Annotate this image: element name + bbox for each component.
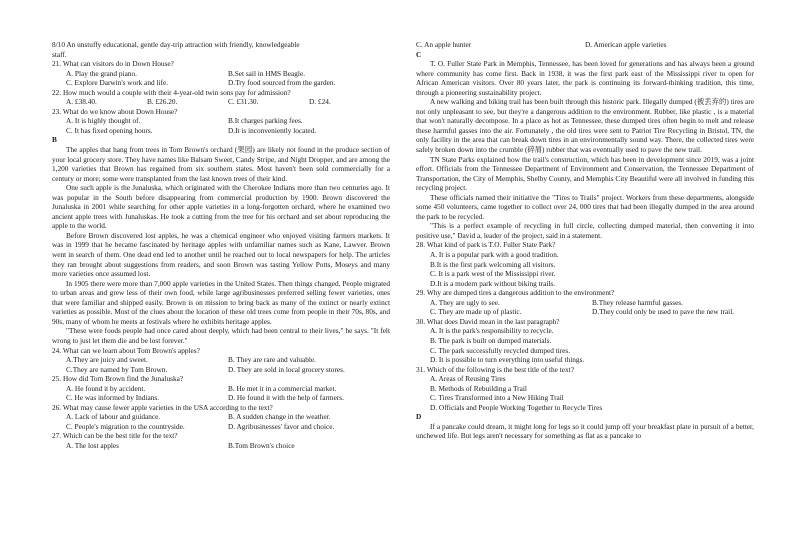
question-stem: 23. What do we know about Down House? [52, 106, 178, 116]
section-c-heading: C [416, 49, 422, 59]
answer-option: D. £24. [309, 97, 331, 107]
questions-21-23 [52, 59, 390, 135]
question-block [52, 88, 390, 107]
answer-option: C. The park successfully recycled dumped tires. [430, 345, 571, 355]
question-block [416, 240, 754, 288]
paragraph: A new walking and biking trail has been built through this historic park. Illegally dumped (被丢弃的) tires are not only unpleasant to see, but they're a dangerous addition to the environment. Rubber, like plastic , is a material that won't naturally decompose. In a place as hot as Tennessee, these dumped tires often begin to melt and release these harmful gasses into the air. Fortunately , the old tires were sent to Patriot Tire Recycling in Bristol, TN, the only facility in the area that can break down tires in an environmentally sound way. There, the collected tires were safely broken down into the crumble (碎屑) rubber that was eventually used to pave the new trail. [416, 97, 754, 155]
paragraph: The apples that hang from trees in Tom Brown's orchard (果园) are likely not found in the produce section of your local grocery store. They have names like Balsam Sweet, Candy Stripe, and Night Dropper, and are among the 1,200 varieties that Brown has regained from six southern states. Most haven't been sold commercially for a century or more; some were transplanted from the last known trees of their kind. [52, 145, 390, 183]
question-stem: 22. How much would a couple with their 4-year-old twin sons pay for admission? [52, 87, 291, 97]
answer-option: B. They are rare and valuable. [228, 355, 316, 365]
answer-option: C. Explore Darwin's work and life. [66, 78, 169, 88]
answer-option: B.It charges parking fees. [228, 116, 303, 126]
answer-option: B.Tom Brown's choice [228, 440, 295, 450]
paragraph: T. O. Fuller State Park in Memphis, Tennessee, has been loved for generations and has always been a ground where community has come first. Back in 1938, it was the first park east of the Mississippi river to open for African American visitors. Over 80 years later, the park is continuing its forward-thinking tradition, this time, through a pioneering sustainability project. [416, 59, 754, 97]
paragraph: In 1905 there were more than 7,000 apple varieties in the United States. Then things changed. People migrated to urban areas and grew less of their own food, while large agribusinesses preferred selling fewer varieties, ones that were familiar and shipped easily. Brown is on mission to bring back as many of the extinct or nearly extinct varieties as possible. Most of the clues about the location of these old trees come from people in their 70s, 80s, and 90s, many of whom he meets at festivals where he exhibits heritage apples. [52, 278, 390, 326]
answer-option: C. An apple hunter [416, 40, 472, 49]
text-line: staff. [52, 49, 67, 59]
answer-option: A.They are juicy and sweet. [66, 355, 148, 365]
answer-option: D. It is possible to turn everything into useful things. [430, 355, 585, 365]
answer-option: C. Tires Transformed into a New Hiking Trail [430, 393, 564, 403]
answer-option: D.It is inconveniently located. [228, 125, 317, 135]
answer-option: C. It is a park west of the Mississippi river. [430, 269, 556, 279]
question-stem: 26. What may cause fewer apple varieties in the USA according to the text? [52, 402, 273, 412]
question-27-options-cont [416, 40, 754, 50]
left-column [52, 40, 390, 539]
answer-option: B.It is the first park welcoming all visitors. [430, 259, 556, 269]
question-stem: 28. What kind of park is T.O. Fuller State Park? [416, 240, 556, 250]
questions-28-31 [416, 240, 754, 412]
option-list [52, 355, 390, 374]
answer-option: A. The lost apples [66, 440, 119, 450]
question-stem: 27. Which can be the best title for the text? [52, 431, 178, 441]
answer-option: A. Lack of labour and guidance. [66, 412, 161, 422]
question-stem: 25. How did Tom Brown find the Junaluska? [52, 374, 184, 384]
question-stem: 30. What does David mean in the last paragraph? [416, 316, 560, 326]
answer-option: C.They are named by Tom Brown. [66, 364, 168, 374]
answer-option: A. It is highly thought of. [66, 116, 141, 126]
question-block [416, 317, 754, 365]
answer-option: D. Agribusinesses' favor and choice. [228, 421, 335, 431]
answer-option: D. Officials and People Working Together to Recycle Tires [430, 402, 603, 412]
answer-option: D. They are sold in local grocery stores. [228, 364, 345, 374]
paragraph: "These were foods people had once cared about deeply, which had been central to their lives," he says. "It felt wrong to just let them die and be lost forever." [52, 326, 390, 345]
answer-option: A. Areas of Reusing Tires [430, 374, 506, 384]
answer-option: D.They could only be used to pave the new trail. [592, 307, 735, 317]
question-block [416, 288, 754, 317]
section-d-heading: D [416, 412, 422, 422]
paragraph: These officials named their initiative the "Tires to Trails" project. Workers from these departments, alongside some 450 volunteers, came together to collect over 24, 000 tires that had been illegally dumped in the area around the park to be recycled. [416, 192, 754, 221]
passage-b [52, 145, 390, 345]
question-block [52, 431, 390, 450]
question-block [52, 403, 390, 432]
option-list [52, 412, 390, 431]
answer-option: D. He found it with the help of farmers. [228, 393, 344, 403]
answer-option: A. It is the park's responsibility to recycle. [430, 326, 554, 336]
passage-d-paragraph: If a pancake could dream, it might long for legs so it could jump off your breakfast plate in pursuit of a better, unchewed life. But legs aren't necessary for something as flat as a pancake to [416, 421, 754, 441]
paragraph: One such apple is the Junaluska, which originated with the Cherokee Indians more than two centuries ago. It was popular in the South before disappearing from commercial production by 1900. Brown discovered the Junaluska in 2001 while searching for other apple varieties in a long-forgotten orchard, where he examined two ancient apple trees with Junaluskas. He took a cutting from the tree for his orchard and set about reproducing the apple to the world. [52, 183, 390, 231]
answer-option: C. People's migration to the countryside. [66, 421, 185, 431]
question-stem: 31. Which of the following is the best title of the text? [416, 364, 574, 374]
answer-option: C. They are made up of plastic. [430, 307, 522, 317]
answer-option: B. Methods of Rebuilding a Trail [430, 383, 527, 393]
option-list [52, 384, 390, 403]
question-block [52, 59, 390, 88]
answer-option: D. American apple varieties [585, 40, 667, 49]
option-list [416, 374, 754, 412]
answer-option: D.It is a modern park without biking trails. [430, 278, 556, 288]
passage-c [416, 59, 754, 240]
answer-option: C. It has fixed opening hours. [66, 125, 153, 135]
question-block [52, 374, 390, 403]
paragraph: "This is a perfect example of recycling in full circle, collecting dumped material, then converting it into positive use," David a, leader of the project, said in a statement. [416, 221, 754, 240]
answer-option: B. A sudden change in the weather. [228, 412, 331, 422]
answer-option: B. The park is built on dumped materials. [430, 335, 552, 345]
question-stem: 29. Why are dumped tires a dangerous addition to the environment? [416, 288, 615, 298]
option-list [52, 69, 390, 88]
text-line: 8/10 An unstuffy educational, gentle day-trip attraction with friendly, knowledgeable [52, 40, 300, 49]
option-list [52, 116, 390, 135]
answer-option: D.Try food sourced from the garden. [228, 78, 336, 88]
option-list [52, 97, 390, 107]
answer-option: A. They are ugly to see. [430, 297, 500, 307]
section-b-heading: B [52, 135, 57, 145]
questions-24-27 [52, 346, 390, 451]
answer-option: B. £26.20. [147, 97, 178, 107]
passage-a-ending [52, 40, 390, 59]
option-list [52, 441, 390, 451]
paragraph: TN State Parks explained how the trail's construction, which has been in development since 2019, was a joint effort. Officials from the Tennessee Department of Environment and Conservation, the Tennessee Department of Transportation, the City of Memphis, Shelby County, and Memphis City Beautiful were all involved in funding this recycling project. [416, 154, 754, 193]
question-block [52, 107, 390, 136]
option-list [416, 250, 754, 288]
question-stem: 21. What can visitors do in Down House? [52, 59, 174, 69]
question-block [416, 365, 754, 413]
option-list [416, 326, 754, 364]
answer-option: A. He found it by accident. [66, 383, 146, 393]
answer-option: C. He was informed by Indians. [66, 393, 160, 403]
answer-option: A. Play the grand piano. [66, 68, 137, 78]
right-column [416, 40, 754, 539]
paragraph: Before Brown discovered lost apples, he was a chemical engineer who enjoyed visiting farmers markets. It was in 1999 that he became fascinated by heritage apples with unfamiliar names such as Kane, Lawver. Brown went in search of them. One dead end led to another until he reached out to local newspapers for help. The articles they ran brought about suggestions from readers, and soon Brown was tasting Yellow Potts, Moseys and many more varieties once assumed lost. [52, 230, 390, 279]
answer-option: C. £31.30. [228, 97, 259, 107]
answer-option: A. £38.40. [66, 97, 97, 107]
option-list [416, 40, 754, 50]
question-block [52, 346, 390, 375]
answer-option: B.They release harmful gasses. [592, 297, 683, 307]
question-stem: 24. What can we learn about Tom Brown's apples? [52, 345, 200, 355]
option-list [416, 298, 754, 317]
answer-option: B. He met it in a commercial market. [228, 383, 337, 393]
answer-option: B.Set sail in HMS Beagle. [228, 68, 306, 78]
answer-option: A. It is a popular park with a good tradition. [430, 250, 559, 260]
